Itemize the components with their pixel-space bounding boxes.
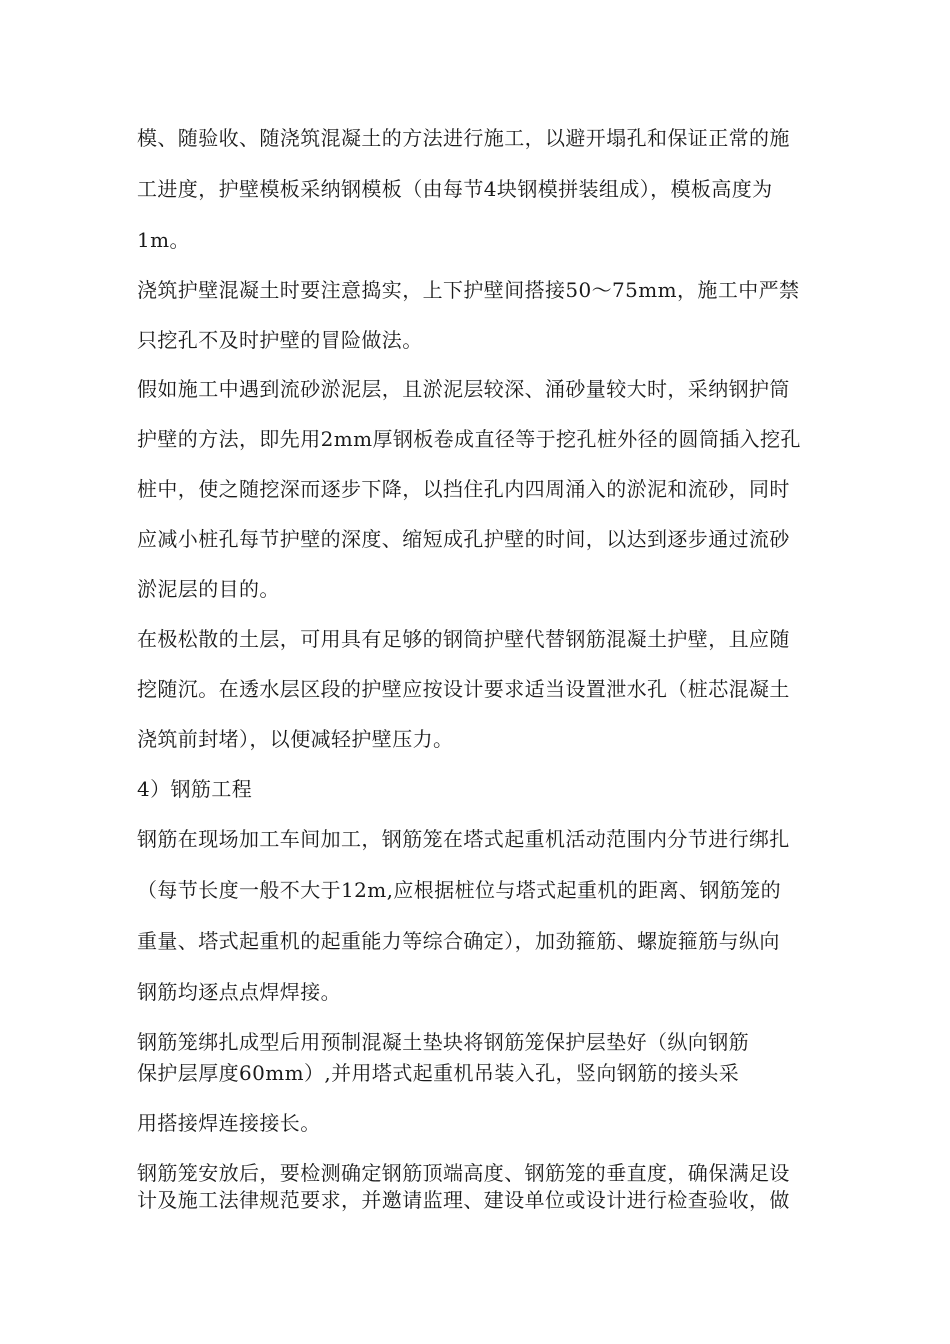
text-line: 淤泥层的目的。 <box>137 577 280 601</box>
text-line: 保护层厚度60mm）,并用塔式起重机吊装入孔，竖向钢筋的接头采 <box>137 1061 740 1085</box>
text-line: 钢筋笼安放后，要检测确定钢筋顶端高度、钢筋笼的垂直度，确保满足设 <box>137 1161 790 1185</box>
text-line: 钢筋笼绑扎成型后用预制混凝土垫块将钢筋笼保护层垫好（纵向钢筋 <box>137 1030 749 1054</box>
text-line: 用搭接焊连接接长。 <box>137 1111 321 1135</box>
text-line: 1m。 <box>137 228 190 252</box>
text-line: 浇筑护壁混凝土时要注意捣实，上下护壁间搭接50〜75mm，施工中严禁 <box>137 278 800 302</box>
text-line: 钢筋在现场加工车间加工，钢筋笼在塔式起重机活动范围内分节进行绑扎 <box>137 827 790 851</box>
section-heading: 4）钢筋工程 <box>137 777 253 801</box>
text-line: 挖随沉。在透水层区段的护壁应按设计要求适当设置泄水孔（桩芯混凝土 <box>137 677 790 701</box>
text-line: 假如施工中遇到流砂淤泥层，且淤泥层较深、涌砂量较大时，采纳钢护筒 <box>137 377 790 401</box>
text-line: 护壁的方法，即先用2mm厚钢板卷成直径等于挖孔桩外径的圆筒插入挖孔 <box>137 427 801 451</box>
text-line: 桩中，使之随挖深而逐步下降，以挡住孔内四周涌入的淤泥和流砂，同时 <box>137 477 790 501</box>
text-line: 浇筑前封堵），以便减轻护壁压力。 <box>137 727 454 751</box>
text-line: （每节长度一般不大于12m,应根据桩位与塔式起重机的距离、钢筋笼的 <box>137 878 781 902</box>
text-line: 应减小桩孔每节护壁的深度、缩短成孔护壁的时间，以达到逐步通过流砂 <box>137 527 790 551</box>
text-line: 在极松散的土层，可用具有足够的钢筒护壁代替钢筋混凝土护壁，且应随 <box>137 627 790 651</box>
text-line: 重量、塔式起重机的起重能力等综合确定），加劲箍筋、螺旋箍筋与纵向 <box>137 929 780 953</box>
text-line: 模、随验收、随浇筑混凝土的方法进行施工，以避开塌孔和保证正常的施 <box>137 126 790 150</box>
text-line: 计及施工法律规范要求，并邀请监理、建设单位或设计进行检查验收，做 <box>137 1188 790 1212</box>
text-line: 只挖孔不及时护壁的冒险做法。 <box>137 328 423 352</box>
text-line: 钢筋均逐点点焊焊接。 <box>137 980 341 1004</box>
text-line: 工进度，护壁模板采纳钢模板（由每节4块钢模拼装组成），模板高度为 <box>137 177 773 201</box>
